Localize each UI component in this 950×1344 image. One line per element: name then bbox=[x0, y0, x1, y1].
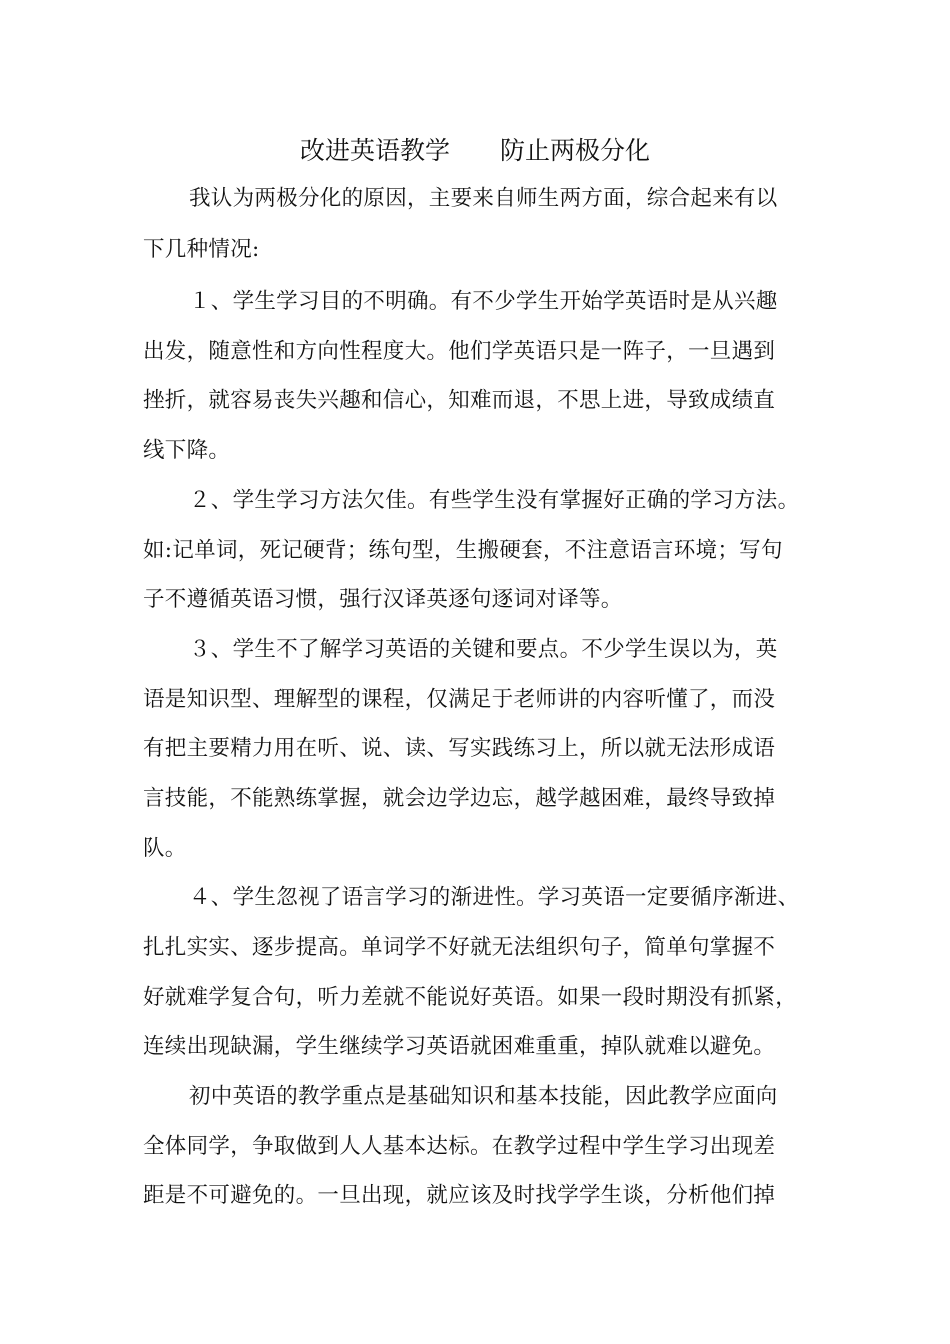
document-title: 改进英语教学 防止两极分化 bbox=[299, 136, 650, 165]
text-line: 子不遵循英语习惯，强行汉译英逐句逐词对译等。 bbox=[143, 587, 623, 612]
text-line: １、学生学习目的不明确。有不少学生开始学英语时是从兴趣 bbox=[189, 289, 778, 314]
text-line: 如:记单词，死记硬背；练句型，生搬硬套，不注意语言环境；写句 bbox=[143, 538, 783, 563]
text-line: 线下降。 bbox=[143, 438, 231, 463]
text-line: ４、学生忽视了语言学习的渐进性。学习英语一定要循序渐进、 bbox=[189, 885, 800, 910]
text-line: 队。 bbox=[143, 836, 187, 861]
text-line: 距是不可避免的。一旦出现，就应该及时找学学生谈，分析他们掉 bbox=[143, 1183, 776, 1208]
text-line: 出发，随意性和方向性程度大。他们学英语只是一阵子，一旦遇到 bbox=[143, 339, 776, 364]
text-line: 语是知识型、理解型的课程，仅满足于老师讲的内容听懂了，而没 bbox=[143, 687, 776, 712]
text-line: 连续出现缺漏，学生继续学习英语就困难重重，掉队就难以避免。 bbox=[143, 1034, 776, 1059]
text-line: 好就难学复合句，听力差就不能说好英语。如果一段时期没有抓紧， bbox=[143, 985, 798, 1010]
text-line: 全体同学，争取做到人人基本达标。在教学过程中学生学习出现差 bbox=[143, 1134, 776, 1159]
text-line: 我认为两极分化的原因，主要来自师生两方面，综合起来有以 bbox=[189, 186, 778, 211]
text-line: 扎扎实实、逐步提高。单词学不好就无法组织句子，简单句掌握不 bbox=[143, 935, 776, 960]
text-line: 挫折，就容易丧失兴趣和信心，知难而退，不思上进，导致成绩直 bbox=[143, 388, 776, 413]
text-line: 初中英语的教学重点是基础知识和基本技能，因此教学应面向 bbox=[189, 1084, 778, 1109]
text-line: 言技能，不能熟练掌握，就会边学边忘，越学越困难，最终导致掉 bbox=[143, 786, 776, 811]
text-line: 有把主要精力用在听、说、读、写实践练习上，所以就无法形成语 bbox=[143, 736, 776, 761]
text-line: ３、学生不了解学习英语的关键和要点。不少学生误以为，英 bbox=[189, 637, 778, 662]
text-line: 下几种情况: bbox=[143, 237, 260, 262]
text-line: ２、学生学习方法欠佳。有些学生没有掌握好正确的学习方法。 bbox=[189, 488, 800, 513]
